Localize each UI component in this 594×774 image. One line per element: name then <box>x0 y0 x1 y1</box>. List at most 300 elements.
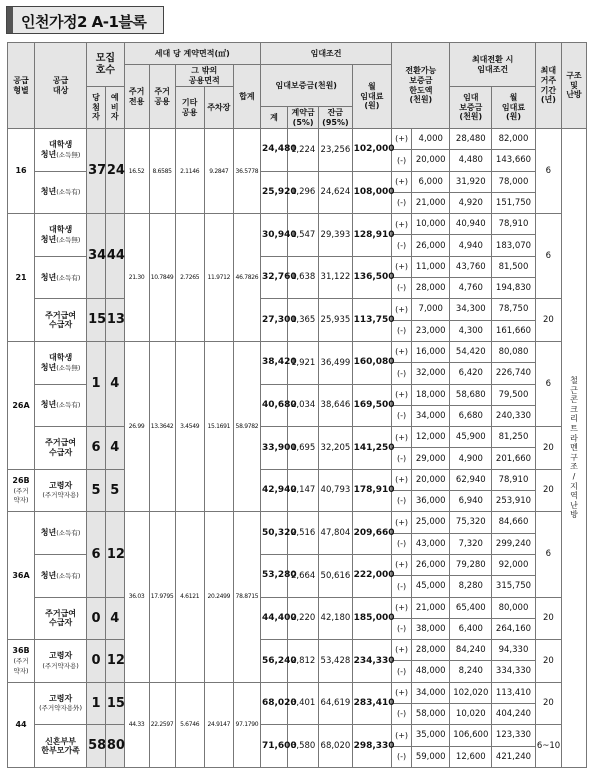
deposit-balance: 50,616 <box>319 554 352 597</box>
deposit-total: 30,940 <box>260 214 287 257</box>
target-univ: 대학생 <box>48 225 73 235</box>
header-balance: 잔금 (95%) <box>319 107 352 129</box>
target-sub: (소득有) <box>56 401 81 410</box>
conv-sign: (+) <box>392 384 412 405</box>
deposit-contract: 2,812 <box>288 640 319 683</box>
area-excl: 44.33 <box>124 682 149 767</box>
area-comm: 13.3642 <box>149 341 175 511</box>
type-cell <box>8 512 35 640</box>
recruit-wait: 44 <box>105 214 124 299</box>
table-row <box>8 341 587 362</box>
deposit-contract: 2,664 <box>288 554 319 597</box>
type-cell <box>8 682 35 767</box>
max-monthly: 123,330 <box>492 725 536 746</box>
conv-amount: 58,000 <box>411 704 450 725</box>
type-cell <box>8 640 35 683</box>
conv-sign: (-) <box>392 192 412 213</box>
header-target: 공급 대상 <box>35 43 87 129</box>
period-cell: 6 <box>535 341 561 426</box>
area-park: 15.1691 <box>204 341 233 511</box>
target-cell <box>35 512 87 555</box>
target-sub: (소득無) <box>56 235 81 244</box>
deposit-contract: 2,516 <box>288 512 319 555</box>
area-total: 58.9782 <box>233 341 260 511</box>
deposit-balance: 36,499 <box>319 341 352 384</box>
recruit-win: 1 <box>87 341 106 426</box>
header-recruit-win: 당 첨 자 <box>87 87 106 129</box>
max-deposit: 6,420 <box>450 363 492 384</box>
max-monthly: 183,070 <box>492 235 536 256</box>
target-sub: (소득有) <box>56 571 81 580</box>
deposit-contract: 1,365 <box>288 299 319 342</box>
header-other-common: 그 밖의 공용면적 <box>175 65 233 87</box>
conv-amount: 59,000 <box>411 746 450 767</box>
max-monthly: 82,000 <box>492 129 536 150</box>
area-other: 3.4549 <box>175 341 204 511</box>
monthly-rent: 113,750 <box>352 299 392 342</box>
target-sub: (소득有) <box>56 188 81 197</box>
conv-amount: 20,000 <box>411 150 450 171</box>
monthly-rent: 178,910 <box>352 469 392 512</box>
max-deposit: 4,480 <box>450 150 492 171</box>
table-row <box>8 640 587 661</box>
conv-amount: 10,000 <box>411 214 450 235</box>
area-comm: 10.7849 <box>149 214 175 342</box>
conv-sign: (-) <box>392 491 412 512</box>
monthly-rent: 222,000 <box>352 554 392 597</box>
max-monthly: 94,330 <box>492 640 536 661</box>
deposit-total: 42,940 <box>260 469 287 512</box>
max-deposit: 4,920 <box>450 192 492 213</box>
deposit-contract: 2,147 <box>288 469 319 512</box>
type-label: 21 <box>15 272 27 282</box>
target-sub: (소득無) <box>56 363 81 372</box>
area-total: 97.1790 <box>233 682 260 767</box>
target-cell <box>35 597 87 640</box>
max-monthly: 151,750 <box>492 192 536 213</box>
deposit-contract: 3,401 <box>288 682 319 725</box>
max-deposit: 34,300 <box>450 299 492 320</box>
deposit-contract: 2,034 <box>288 384 319 427</box>
monthly-rent: 234,330 <box>352 640 392 683</box>
deposit-contract: 1,638 <box>288 256 319 299</box>
recruit-win: 5 <box>87 469 106 512</box>
target-sub: (주거약자용外) <box>39 704 83 713</box>
period-cell: 6 <box>535 129 561 214</box>
recruit-wait: 4 <box>105 341 124 426</box>
conv-sign: (+) <box>392 725 412 746</box>
conv-sign: (+) <box>392 214 412 235</box>
conv-amount: 48,000 <box>411 661 450 682</box>
target-univ: 대학생 <box>48 353 73 363</box>
recruit-wait: 13 <box>105 299 124 342</box>
conv-sign: (+) <box>392 341 412 362</box>
monthly-rent: 298,330 <box>352 725 392 768</box>
table-row <box>8 512 587 533</box>
conv-sign: (-) <box>392 746 412 767</box>
recruit-win: 0 <box>87 597 106 640</box>
type-cell <box>8 341 35 469</box>
deposit-total: 24,480 <box>260 129 287 172</box>
max-monthly: 143,660 <box>492 150 536 171</box>
target-youth: 청년 <box>40 570 57 580</box>
type-cell <box>8 129 35 214</box>
header-area-total: 합계 <box>233 65 260 129</box>
deposit-total: 38,420 <box>260 341 287 384</box>
conv-sign: (+) <box>392 427 412 448</box>
target-elderly: 고령자 <box>48 480 73 490</box>
header-parking: 주차장 <box>204 87 233 129</box>
conv-amount: 28,000 <box>411 640 450 661</box>
period-cell: 20 <box>535 299 561 342</box>
max-deposit: 28,480 <box>450 129 492 150</box>
header-recruit: 모집 호수 <box>87 43 124 87</box>
conv-amount: 7,000 <box>411 299 450 320</box>
deposit-total: 50,320 <box>260 512 287 555</box>
area-other: 2.7265 <box>175 214 204 342</box>
period-cell: 20 <box>535 469 561 512</box>
max-deposit: 106,600 <box>450 725 492 746</box>
table-row <box>8 427 587 448</box>
conv-amount: 21,000 <box>411 192 450 213</box>
area-total: 78.8715 <box>233 512 260 682</box>
max-deposit: 62,940 <box>450 469 492 490</box>
max-deposit: 4,300 <box>450 320 492 341</box>
page-title: 인천가정2 A-1블록 <box>21 13 147 31</box>
header-monthly: 월 임대료 (원) <box>352 65 392 129</box>
deposit-contract: 1,296 <box>288 171 319 214</box>
recruit-wait: 12 <box>105 640 124 683</box>
table-row <box>8 129 587 150</box>
max-monthly: 80,000 <box>492 597 536 618</box>
max-deposit: 58,680 <box>450 384 492 405</box>
area-other: 2.1146 <box>175 129 204 214</box>
recruit-wait: 15 <box>105 682 124 725</box>
target-cell <box>35 682 87 725</box>
max-monthly: 404,240 <box>492 704 536 725</box>
conv-sign: (+) <box>392 256 412 277</box>
max-monthly: 92,000 <box>492 554 536 575</box>
deposit-total: 68,020 <box>260 682 287 725</box>
period-cell: 6 <box>535 214 561 299</box>
conv-amount: 4,000 <box>411 129 450 150</box>
deposit-balance: 24,624 <box>319 171 352 214</box>
max-monthly: 315,750 <box>492 576 536 597</box>
period-cell: 20 <box>535 640 561 683</box>
target-cell <box>35 469 87 512</box>
max-monthly: 226,740 <box>492 363 536 384</box>
header-max-monthly: 월 임대료 (원) <box>492 87 536 129</box>
deposit-total: 25,920 <box>260 171 287 214</box>
header-period: 최대 거주 기간 (년) <box>535 43 561 129</box>
conv-amount: 38,000 <box>411 618 450 639</box>
max-deposit: 79,280 <box>450 554 492 575</box>
max-monthly: 78,910 <box>492 214 536 235</box>
max-monthly: 161,660 <box>492 320 536 341</box>
header-exclusive: 주거 전용 <box>124 65 149 129</box>
target-cell <box>35 427 87 470</box>
monthly-rent: 102,000 <box>352 129 392 172</box>
header-common: 주거 공용 <box>149 65 175 129</box>
deposit-contract: 3,580 <box>288 725 319 768</box>
max-deposit: 40,940 <box>450 214 492 235</box>
target-youth: 청년 <box>40 149 57 159</box>
recruit-win: 0 <box>87 640 106 683</box>
rental-table <box>7 42 587 768</box>
max-deposit: 12,600 <box>450 746 492 767</box>
max-deposit: 4,760 <box>450 278 492 299</box>
monthly-rent: 185,000 <box>352 597 392 640</box>
conv-amount: 34,000 <box>411 405 450 426</box>
target-cell <box>35 214 87 257</box>
conv-amount: 34,000 <box>411 682 450 703</box>
target-housing: 주거급여 수급자 <box>45 310 77 330</box>
conv-amount: 23,000 <box>411 320 450 341</box>
conv-amount: 11,000 <box>411 256 450 277</box>
target-newlywed: 신혼부부 한부모가족 <box>41 736 80 756</box>
type-label: 44 <box>15 720 27 730</box>
conv-amount: 35,000 <box>411 725 450 746</box>
conv-amount: 26,000 <box>411 554 450 575</box>
conv-sign: (+) <box>392 682 412 703</box>
header-area: 세대 당 계약면적(㎡) <box>124 43 260 65</box>
target-housing: 주거급여 수급자 <box>45 608 77 628</box>
area-excl: 16.52 <box>124 129 149 214</box>
recruit-win: 34 <box>87 214 106 299</box>
title-box <box>6 6 164 34</box>
conv-sign: (+) <box>392 554 412 575</box>
max-monthly: 79,500 <box>492 384 536 405</box>
conv-sign: (-) <box>392 618 412 639</box>
period-cell: 6~10 <box>535 725 561 768</box>
target-elderly: 고령자 <box>48 651 73 661</box>
header-dep-total: 계 <box>260 107 287 129</box>
recruit-wait: 5 <box>105 469 124 512</box>
monthly-rent: 128,910 <box>352 214 392 257</box>
conv-sign: (+) <box>392 512 412 533</box>
target-housing: 주거급여 수급자 <box>45 438 77 457</box>
conv-amount: 18,000 <box>411 384 450 405</box>
area-park: 20.2499 <box>204 512 233 682</box>
recruit-win: 6 <box>87 512 106 597</box>
recruit-win: 37 <box>87 129 106 214</box>
type-label: 16 <box>15 166 27 176</box>
target-univ: 대학생 <box>48 140 73 150</box>
max-monthly: 201,660 <box>492 448 536 469</box>
table-row <box>8 597 587 618</box>
max-monthly: 84,660 <box>492 512 536 533</box>
conv-amount: 6,000 <box>411 171 450 192</box>
conv-sign: (-) <box>392 278 412 299</box>
recruit-win: 6 <box>87 427 106 470</box>
deposit-total: 44,400 <box>260 597 287 640</box>
area-excl: 36.03 <box>124 512 149 682</box>
conv-sign: (+) <box>392 129 412 150</box>
deposit-total: 53,280 <box>260 554 287 597</box>
title-accent-bar <box>7 7 13 33</box>
table-body <box>8 129 587 768</box>
area-park: 24.9147 <box>204 682 233 767</box>
conv-amount: 12,000 <box>411 427 450 448</box>
area-excl: 21.30 <box>124 214 149 342</box>
conv-sign: (+) <box>392 171 412 192</box>
max-deposit: 6,680 <box>450 405 492 426</box>
target-cell <box>35 554 87 597</box>
period-cell: 6 <box>535 512 561 597</box>
target-sub: (소득無) <box>56 150 81 159</box>
monthly-rent: 136,500 <box>352 256 392 299</box>
header-max-deposit: 임대 보증금 (천원) <box>450 87 492 129</box>
max-deposit: 6,940 <box>450 491 492 512</box>
header-recruit-wait: 예 비 자 <box>105 87 124 129</box>
header-contract: 계약금 (5%) <box>288 107 319 129</box>
header-structure: 구조 및 난방 <box>561 43 586 129</box>
area-park: 11.9712 <box>204 214 233 342</box>
max-monthly: 81,500 <box>492 256 536 277</box>
conv-amount: 29,000 <box>411 448 450 469</box>
header-rent: 임대조건 <box>260 43 391 65</box>
target-youth: 청년 <box>40 272 57 282</box>
max-deposit: 54,420 <box>450 341 492 362</box>
period-cell: 20 <box>535 682 561 725</box>
conv-amount: 28,000 <box>411 278 450 299</box>
monthly-rent: 209,660 <box>352 512 392 555</box>
monthly-rent: 108,000 <box>352 171 392 214</box>
max-deposit: 8,280 <box>450 576 492 597</box>
recruit-win: 58 <box>87 725 106 768</box>
target-elderly: 고령자 <box>48 693 73 703</box>
type-cell <box>8 469 35 512</box>
deposit-contract: 1,695 <box>288 427 319 470</box>
deposit-balance: 25,935 <box>319 299 352 342</box>
area-comm: 17.9795 <box>149 512 175 682</box>
conv-amount: 25,000 <box>411 512 450 533</box>
monthly-rent: 160,080 <box>352 341 392 384</box>
conv-sign: (+) <box>392 469 412 490</box>
conv-amount: 16,000 <box>411 341 450 362</box>
deposit-balance: 29,393 <box>319 214 352 257</box>
deposit-total: 32,760 <box>260 256 287 299</box>
target-cell <box>35 171 87 214</box>
type-label: 36B <box>12 646 30 656</box>
area-comm: 22.2597 <box>149 682 175 767</box>
period-cell: 20 <box>535 597 561 640</box>
deposit-contract: 1,224 <box>288 129 319 172</box>
target-cell <box>35 384 87 427</box>
type-label: 36A <box>12 570 30 580</box>
recruit-wait: 24 <box>105 129 124 214</box>
type-label: 26B <box>12 475 30 485</box>
conv-sign: (-) <box>392 405 412 426</box>
recruit-win: 1 <box>87 682 106 725</box>
deposit-balance: 38,646 <box>319 384 352 427</box>
conv-amount: 26,000 <box>411 235 450 256</box>
conv-amount: 20,000 <box>411 469 450 490</box>
conv-amount: 21,000 <box>411 597 450 618</box>
target-youth: 청년 <box>40 400 57 410</box>
type-sub: (주거 약자) <box>13 486 29 505</box>
target-youth: 청년 <box>40 362 57 372</box>
deposit-contract: 1,921 <box>288 341 319 384</box>
max-deposit: 65,400 <box>450 597 492 618</box>
period-cell: 20 <box>535 427 561 470</box>
target-cell <box>35 640 87 683</box>
table-row <box>8 469 587 490</box>
type-sub: (주거 약자) <box>13 656 29 675</box>
area-total: 36.5778 <box>233 129 260 214</box>
max-monthly: 78,750 <box>492 299 536 320</box>
area-excl: 26.99 <box>124 341 149 511</box>
conv-sign: (-) <box>392 661 412 682</box>
max-deposit: 43,760 <box>450 256 492 277</box>
area-other: 5.6746 <box>175 682 204 767</box>
target-sub: (소득有) <box>56 529 81 538</box>
deposit-balance: 23,256 <box>319 129 352 172</box>
max-monthly: 253,910 <box>492 491 536 512</box>
max-monthly: 299,240 <box>492 533 536 554</box>
monthly-rent: 141,250 <box>352 427 392 470</box>
conv-sign: (-) <box>392 704 412 725</box>
max-deposit: 8,240 <box>450 661 492 682</box>
conv-sign: (-) <box>392 320 412 341</box>
conv-sign: (+) <box>392 597 412 618</box>
max-monthly: 78,910 <box>492 469 536 490</box>
conv-sign: (-) <box>392 533 412 554</box>
target-sub: (주거약자용) <box>42 661 79 670</box>
conv-amount: 32,000 <box>411 363 450 384</box>
target-youth: 청년 <box>40 528 57 538</box>
deposit-total: 33,900 <box>260 427 287 470</box>
conv-sign: (+) <box>392 640 412 661</box>
area-park: 9.2847 <box>204 129 233 214</box>
header-conv-limit: 전환가능 보증금 한도액 (천원) <box>392 43 450 129</box>
deposit-total: 71,600 <box>260 725 287 768</box>
max-deposit: 102,020 <box>450 682 492 703</box>
max-monthly: 264,160 <box>492 618 536 639</box>
deposit-balance: 31,122 <box>319 256 352 299</box>
table-row <box>8 682 587 703</box>
target-sub: (소득有) <box>56 273 81 282</box>
recruit-wait: 4 <box>105 427 124 470</box>
conv-sign: (+) <box>392 299 412 320</box>
conv-sign: (-) <box>392 235 412 256</box>
max-deposit: 75,320 <box>450 512 492 533</box>
conv-sign: (-) <box>392 363 412 384</box>
max-monthly: 78,000 <box>492 171 536 192</box>
monthly-rent: 283,410 <box>352 682 392 725</box>
max-deposit: 6,400 <box>450 618 492 639</box>
deposit-total: 56,240 <box>260 640 287 683</box>
max-monthly: 334,330 <box>492 661 536 682</box>
target-cell <box>35 256 87 299</box>
monthly-rent: 169,500 <box>352 384 392 427</box>
deposit-balance: 53,428 <box>319 640 352 683</box>
max-deposit: 4,900 <box>450 448 492 469</box>
table-row <box>8 299 587 320</box>
target-youth: 청년 <box>40 234 57 244</box>
recruit-wait: 12 <box>105 512 124 597</box>
deposit-balance: 32,205 <box>319 427 352 470</box>
header-deposit: 임대보증금(천원) <box>260 65 352 107</box>
recruit-wait: 80 <box>105 725 124 768</box>
table-row <box>8 725 587 746</box>
target-cell <box>35 299 87 342</box>
area-total: 46.7826 <box>233 214 260 342</box>
deposit-total: 27,300 <box>260 299 287 342</box>
deposit-contract: 1,547 <box>288 214 319 257</box>
deposit-balance: 68,020 <box>319 725 352 768</box>
max-deposit: 7,320 <box>450 533 492 554</box>
